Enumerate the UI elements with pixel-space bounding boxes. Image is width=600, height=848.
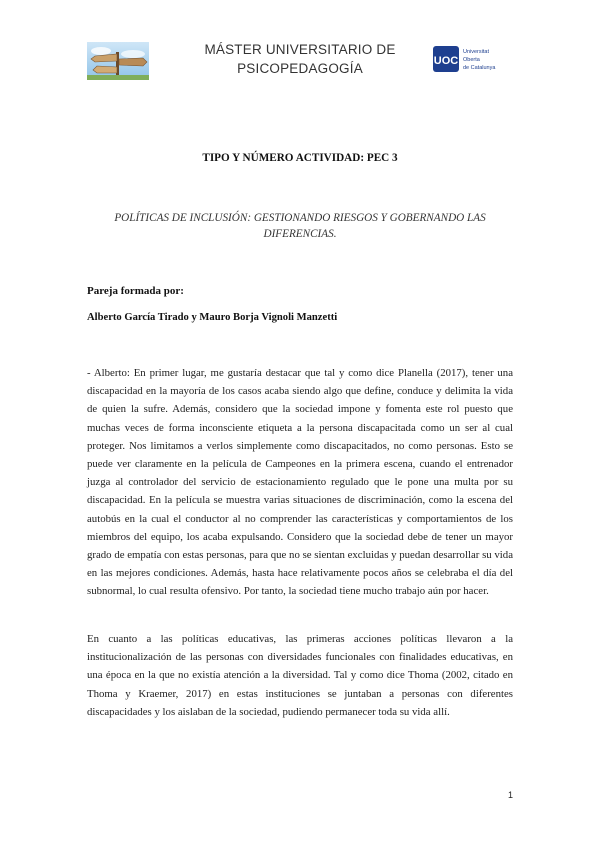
uoc-tagline-line1: Universitat — [463, 49, 489, 55]
uoc-logo — [433, 44, 505, 76]
program-title-line2: PSICOPEDAGOGÍA — [237, 61, 363, 76]
program-title-line1: MÁSTER UNIVERSITARIO DE — [204, 42, 396, 57]
body-paragraph-1: - Alberto: En primer lugar, me gustaría destacar que tal y como dice Planella (2017), tener una discapacidad en la mayoría de los casos acaba siendo algo que define, conduce y delimita la vida de quien la sufre. Además, considero que la sociedad impone y fomenta este rol puesto que muchas veces de forma inconsciente etiqueta a la persona discapacitada como un ser al cual proteger. Nos limitamos a verlos simplemente como discapacitados, no como personas. Esto se puede ver claramente en la película de Campeones en la primera escena, cuando el entrenador juzga al controlador del servicio de estacionamiento regulado que le pone una multa por su discapacidad. En la película se muestra varias situaciones de discriminación, como la escena del autobús en la cual el conductor al no comprender las características y comportamientos de los miembros del equipo, los acaba expulsando. Considero que la sociedad debe de tener un mayor grado de empatía con estas personas, para que no se sientan excluidas y puedan desarrollar su vida en las mejores condiciones. Además, hasta hace relativamente pocos años se celebraba el día del subnormal, lo cual resulta ofensivo. Por tanto, la sociedad tiene mucho trabajo aún por hacer. — [87, 367, 513, 598]
uoc-logo-wordmark: UOC — [433, 55, 459, 67]
body-paragraph-2: En cuanto a las políticas educativas, las primeras acciones políticas llevaron a la institucionalización de las personas con diversidades funcionales con finalidades educativas, en una época en la que no existía atención a la diversidad. Tal y como dice Thoma (2002, citado en Thoma y Kraemer, 2017) en estas instituciones se juntaban a personas con diferentes discapacidades y los aislaban de la sociedad, pudiendo permanecer toda su vida allí. — [87, 633, 513, 718]
activity-title: TIPO Y NÚMERO ACTIVIDAD: PEC 3 — [202, 152, 398, 164]
document-subtitle: POLÍTICAS DE INCLUSIÓN: GESTIONANDO RIESGOS Y GOBERNANDO LAS DIFERENCIAS. — [114, 212, 486, 240]
uoc-tagline-line3: de Catalunya — [463, 65, 496, 71]
signpost-logo-image — [87, 42, 149, 80]
pair-label: Pareja formada por: — [87, 285, 184, 297]
program-title — [155, 40, 445, 78]
uoc-tagline-line2: Oberta — [463, 57, 480, 63]
page-number: 1 — [508, 790, 514, 800]
authors-line: Alberto García Tirado y Mauro Borja Vignoli Manzetti — [87, 312, 338, 323]
